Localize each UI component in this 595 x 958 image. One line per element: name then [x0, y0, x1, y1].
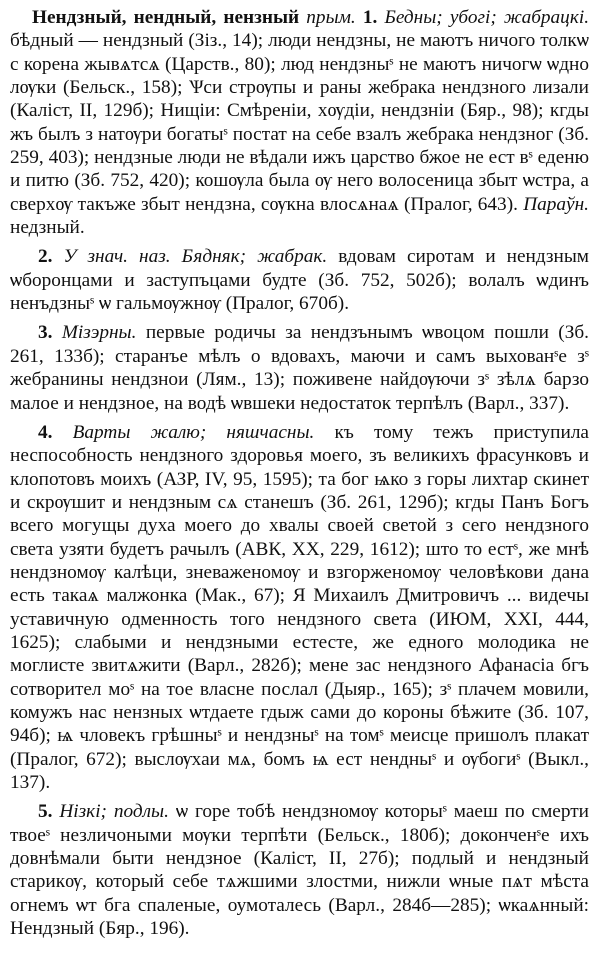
part-of-speech: прым. — [306, 7, 356, 28]
sense-citations: къ тому тежъ приступила неспособность нендзного здоровья моего, зъ великихъ фрасунковъ и клопотовъ моихъ (АЗР, IV, 95, 1595); та бог ѩко з горы лихтар скинет и скрѹшит и нендзным сѧ станешъ (Зб. 261, 129б); кгды Панъ Богъ всего могущы духа моего до хвалы своей светой з сего нендзного света узяти будетъ рачылъ (АВК, XX, 229, 1612); што то естˢ, же мнѣ нендзномѹ калѣци, зневаженомѹ и взгорженомѹ человѣкови дана есть такаѧ малжонка (Мак., 67); Я Михаилъ Дмитровичъ ... видечы уставичную одменность того нендзного света (ИЮМ, XXI, 444, 1625); слабыми и нендзными естесте, же едного молодика не моглисте звитѧжити (Варл., 282б); мене зас нендзного Афанасіа бгъ сотворител моˢ на тое власне послал (Дыяр., 165); зˢ плачем мовили, комужъ нас нензных ѡтдаете гдыж сами до короны бѣжите (Зб. 107, 94б); ѩ чловекъ грѣшныˢ и нендзныˢ на томˢ меисце пришолъ плакат (Пралог, 672); выслѹхаи мѧ, бомъ ѩ ест нендныˢ и ѹбогиˢ (Выкл., 137). — [10, 421, 589, 793]
sense-definition: Бедны; убогі; жабрацкі. — [384, 7, 590, 28]
entry-sense-1 — [10, 6, 589, 239]
cross-reference-word: недзный. — [10, 217, 85, 239]
sense-definition: Варты жалю; няшчасны. — [72, 421, 315, 443]
entry-sense-3 — [10, 321, 589, 414]
sense-number: 1. — [362, 7, 378, 28]
headword: Нендзный, нендный, нензный — [32, 7, 300, 28]
sense-number: 4. — [38, 421, 53, 443]
cross-reference-label: Параўн. — [523, 193, 589, 215]
sense-citations: ѡ горе тобѣ нендзномѹ которыˢ маеш по смерти твоеˢ незличоными мѹки терпѣти (Бельск., 180б); доконченˢе ихъ довнѣмали быти нендзное (Каліст, II, 27б); подлый и нендзный старикѹ, который себе тѧжшими злостми, нижли ѡные пѧт мѣста огнемъ ѡт бга спаленые, оумоталесь (Варл., 284б—285); ѡкаѧнный: Нендзный (Бяр., 196). — [10, 801, 589, 940]
sense-definition: Нізкі; подлы. — [59, 801, 169, 823]
sense-definition: Мізэрны. — [61, 322, 137, 344]
sense-number: 2. — [38, 246, 53, 268]
entry-sense-5 — [10, 800, 589, 940]
sense-citations: бѣдный — нендзный (Зіз., 14); люди нендзны, не маютъ ничого толкѡ с корена жывѧтсѧ (Царств., 80); люд нендзныˢ не маютъ ничогѡ ѡдно лѹки (Бельск., 158); Ѱси стрѹпы и раны жебрака нендзного лизали (Каліст, II, 129б); Нищіи: Смѣреніи, хѹдіи, нендзніи (Бяр., 98); кгды жъ былъ з натѹри богатыˢ постат на себе взалъ жебрака нендзног (Зб. 259, 403); нендзные люди не вѣдали ижъ царство бжое не ест вˢ еденю и питю (Зб. 752, 420); кошѹла была ѹ него волосеница збыт ѡстра, а сверхѹ такъже збыт нендзна, сѹкна влосѧнаѧ (Пралог, 643). — [10, 30, 589, 215]
sense-definition: У знач. наз. Бядняк; жабрак. — [63, 246, 328, 268]
sense-citations: вдовам сиротам и нендзным ѡборонцами и заступъцами будте (Зб. 752, 502б); волалъ ѡдинъ ненъдзныˢ ѡ гальмѹжнѹ (Пралог, 670б). — [10, 246, 590, 315]
sense-number: 5. — [38, 801, 53, 823]
entry-sense-4 — [10, 421, 589, 795]
entry-sense-2 — [10, 245, 589, 315]
sense-number: 3. — [38, 322, 53, 344]
sense-citations: первые родичы за нендзънымъ ѡвоцом пошли (Зб. 261, 133б); старанъе мѣлъ о вдовахъ, маючи и самъ выхованˢе зˢ жебранины нендзнои (Лям., 13); поживене найдѹючи зˢ зѣлѧ барзо малое и нендзное, на водѣ ѡвшеки недостаток терпѣлъ (Варл., 337). — [10, 322, 589, 414]
